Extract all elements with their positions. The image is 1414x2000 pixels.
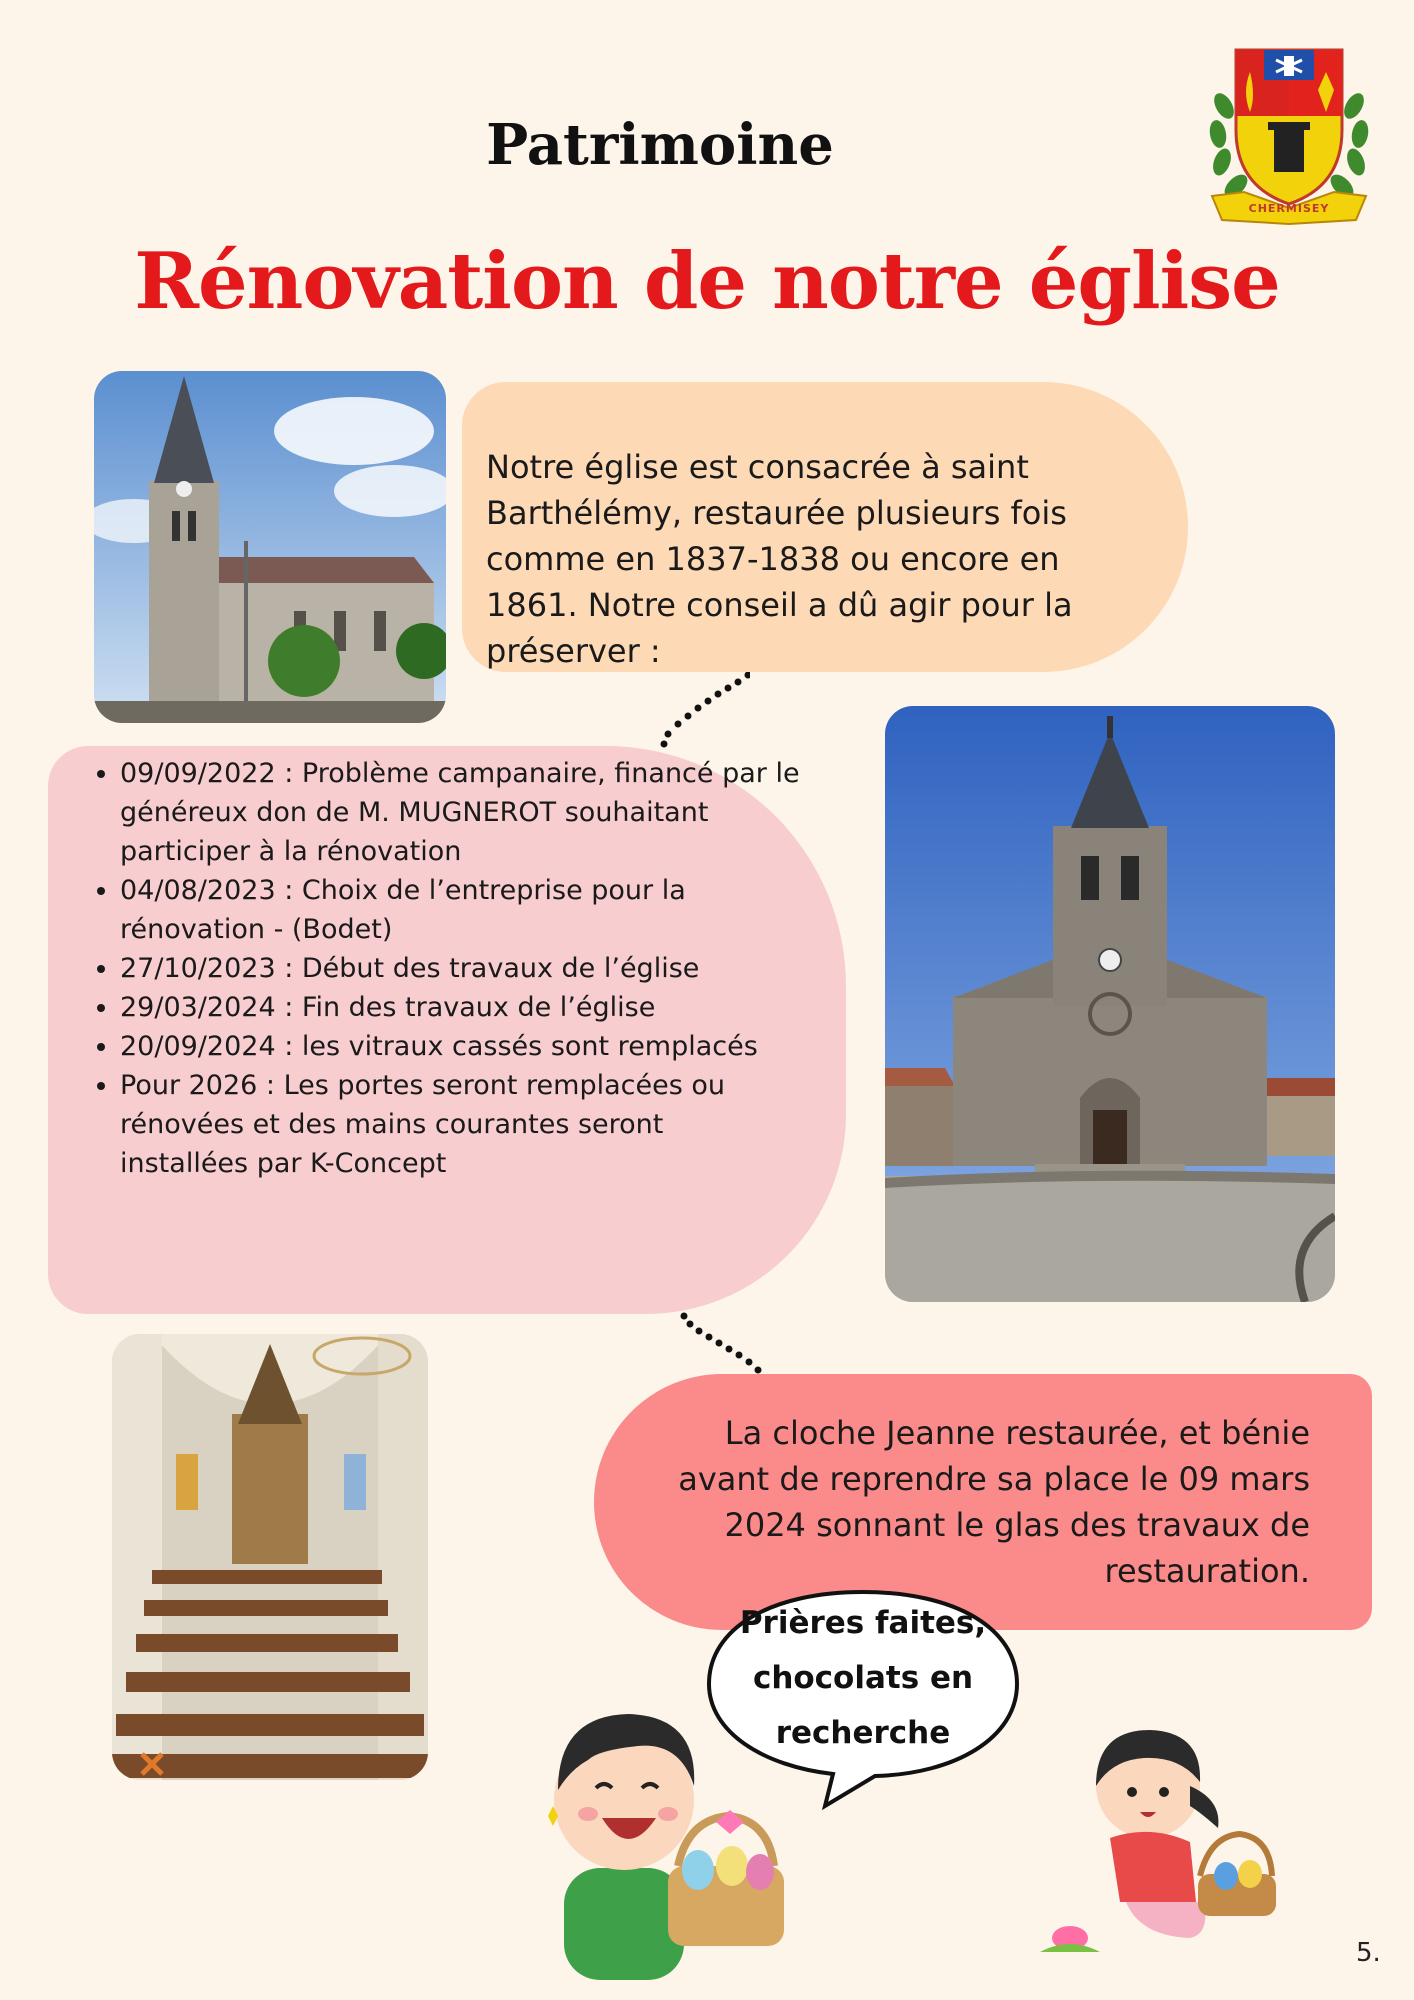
- crest-label: CHERMISEY: [1248, 202, 1330, 215]
- intro-text: Notre église est consacrée à saint Barthélémy, restaurée plusieurs fois comme en 1837-1838 ou encore en 1861. Notre conseil a dû agir pour la préserver :: [486, 448, 1073, 670]
- timeline-bubble: [48, 746, 846, 1314]
- timeline-item: • 04/08/2023 : Choix de l’entreprise pour la rénovation - (Bodet): [120, 871, 800, 949]
- timeline-item: • Pour 2026 : Les portes seront remplacées ou rénovées et des mains courantes seront installées par K-Concept: [120, 1066, 800, 1183]
- church-side-photo: [94, 371, 446, 723]
- speech-text: Prières faites, chocolats en recherche: [739, 1605, 987, 1751]
- timeline-item: • 29/03/2024 : Fin des travaux de l’église: [120, 988, 800, 1027]
- church-front-photo: [885, 706, 1335, 1302]
- page-number: 5.: [1356, 1938, 1381, 1968]
- intro-bubble: [462, 382, 1188, 672]
- church-interior-photo: [112, 1334, 428, 1780]
- section-title: Patrimoine: [486, 112, 834, 178]
- timeline-item: • 20/09/2024 : les vitraux cassés sont remplacés: [120, 1027, 800, 1066]
- dotted-connector: [680, 1312, 764, 1374]
- girl-with-easter-basket-illustration: [1040, 1716, 1280, 1962]
- timeline-list: [70, 754, 800, 1183]
- bell-text: La cloche Jeanne restaurée, et bénie avant de reprendre sa place le 09 mars 2024 sonnant le glas des travaux de restauration.: [678, 1414, 1310, 1590]
- timeline-item: • 09/09/2022 : Problème campanaire, financé par le généreux don de M. MUGNEROT souhaitant participer à la rénovation: [120, 754, 800, 871]
- page-title: Rénovation de notre église: [134, 236, 1280, 327]
- boy-with-easter-basket-illustration: [548, 1690, 788, 1980]
- timeline-item: • 27/10/2023 : Début des travaux de l’église: [120, 949, 800, 988]
- dotted-connector: [660, 672, 750, 748]
